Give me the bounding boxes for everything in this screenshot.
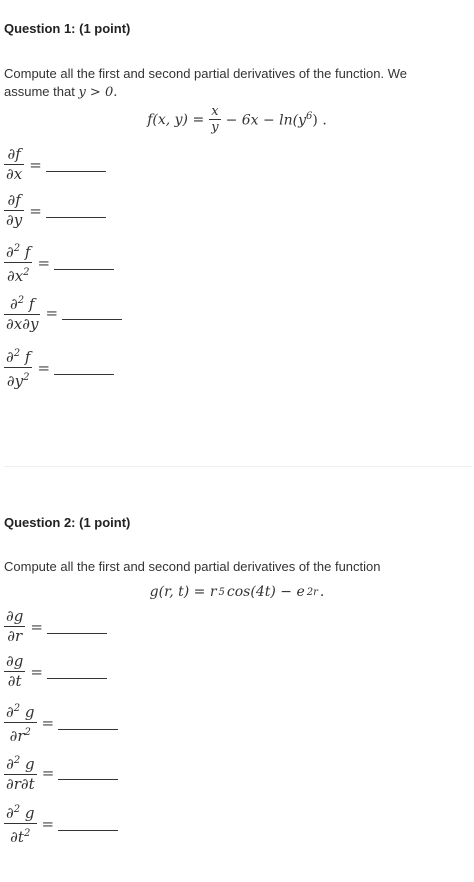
partial-derivative-fraction — [4, 608, 25, 645]
derivative-fraction-bar — [4, 367, 32, 368]
function-fraction — [209, 104, 220, 135]
derivative-denominator: $\partial t^2$ — [10, 828, 31, 846]
derivative-numerator: ∂$^2$ g — [6, 755, 35, 773]
equals-sign: = — [37, 253, 51, 272]
question-1-prompt — [4, 65, 466, 102]
answer-blank[interactable] — [58, 715, 118, 730]
q2-derivative-row — [4, 752, 118, 793]
derivative-denominator: ∂y — [6, 211, 23, 229]
derivative-numerator: ∂$^2$ f — [6, 243, 31, 261]
partial-derivative-fraction — [4, 801, 37, 846]
question-1-prompt-line2 — [4, 83, 466, 102]
answer-blank[interactable] — [58, 816, 118, 831]
question-1-function — [0, 104, 474, 135]
fraction-numerator: x — [211, 104, 219, 119]
q2-derivative-row — [4, 608, 107, 645]
partial-derivative-fraction — [4, 345, 32, 390]
derivative-numerator: ∂f — [7, 145, 21, 163]
question-1-title: Question 1: (1 point) — [4, 21, 131, 36]
partial-derivative-fraction — [4, 146, 24, 183]
equals-sign: = — [45, 303, 59, 322]
q1-derivative-row — [4, 240, 114, 285]
derivative-denominator: $\partial r^2$ — [9, 727, 31, 745]
equals-sign: = — [29, 201, 42, 220]
derivative-numerator: ∂$^2$ g — [6, 703, 35, 721]
derivative-denominator: ∂x — [6, 165, 23, 183]
partial-derivative-fraction — [4, 292, 40, 333]
q1-derivative-row — [4, 192, 106, 229]
function-exponent: 6 — [306, 110, 313, 122]
answer-blank[interactable] — [46, 203, 106, 218]
function-lhs: f(x, y) = — [147, 111, 205, 128]
answer-blank[interactable] — [46, 157, 106, 172]
equals-sign: = — [29, 155, 42, 174]
derivative-denominator: $\partial y^2$ — [6, 372, 30, 390]
equals-sign: = — [30, 662, 43, 681]
q1-derivative-row — [4, 292, 122, 333]
derivative-numerator: ∂$^2$ g — [6, 804, 35, 822]
derivative-denominator: ∂x∂y — [6, 315, 39, 333]
equals-sign: = — [41, 713, 55, 732]
derivative-fraction-bar — [4, 722, 37, 723]
answer-blank[interactable] — [54, 360, 114, 375]
derivative-numerator: ∂g — [6, 652, 24, 670]
answer-blank[interactable] — [62, 305, 122, 320]
function-g-lhs: g(r, t) = r — [149, 584, 217, 600]
equals-sign: = — [37, 358, 51, 377]
function-g-mid: cos(4t) − e — [226, 584, 305, 600]
derivative-denominator: ∂t — [7, 672, 22, 690]
derivative-denominator: $\partial x^2$ — [6, 267, 30, 285]
equals-sign: = — [30, 617, 43, 636]
partial-derivative-fraction — [4, 752, 37, 793]
q1-derivative-row — [4, 345, 114, 390]
prompt-text: assume that — [4, 84, 79, 99]
equals-sign: = — [41, 814, 55, 833]
derivative-denominator: ∂r — [7, 627, 23, 645]
partial-derivative-fraction — [4, 653, 25, 690]
partial-derivative-fraction — [4, 240, 32, 285]
derivative-numerator: ∂$^2$ f — [9, 295, 35, 313]
function-g-exp2: 2r — [306, 586, 318, 598]
q1-derivative-row — [4, 146, 106, 183]
question-2-title: Question 2: (1 point) — [4, 515, 131, 530]
question-2-function — [0, 584, 474, 600]
section-divider — [4, 466, 472, 467]
function-rest-text: − 6x − ln(y — [225, 112, 307, 129]
derivative-fraction-bar — [4, 823, 37, 824]
answer-blank[interactable] — [58, 765, 118, 780]
q2-derivative-row — [4, 700, 118, 745]
function-tail: ) . — [312, 112, 327, 129]
partial-derivative-fraction — [4, 700, 37, 745]
function-g-exp1: 5 — [218, 586, 225, 598]
answer-blank[interactable] — [47, 619, 107, 634]
q2-derivative-row — [4, 653, 107, 690]
answer-blank[interactable] — [47, 664, 107, 679]
prompt-math-condition: y > 0. — [78, 85, 118, 100]
answer-blank[interactable] — [54, 255, 114, 270]
derivative-numerator: ∂g — [6, 607, 24, 625]
equals-sign: = — [41, 763, 55, 782]
question-2-prompt: Compute all the first and second partial derivatives of the function — [4, 559, 381, 574]
function-rest — [226, 111, 327, 129]
function-g-tail: . — [319, 584, 325, 600]
derivative-fraction-bar — [4, 262, 32, 263]
question-1-prompt-line1: Compute all the first and second partial derivatives of the function. We — [4, 66, 407, 81]
partial-derivative-fraction — [4, 192, 24, 229]
derivative-numerator: ∂f — [7, 191, 21, 209]
q2-derivative-row — [4, 801, 118, 846]
derivative-numerator: ∂$^2$ f — [6, 348, 31, 366]
derivative-denominator: ∂r∂t — [6, 775, 35, 793]
fraction-denominator: y — [211, 120, 219, 135]
